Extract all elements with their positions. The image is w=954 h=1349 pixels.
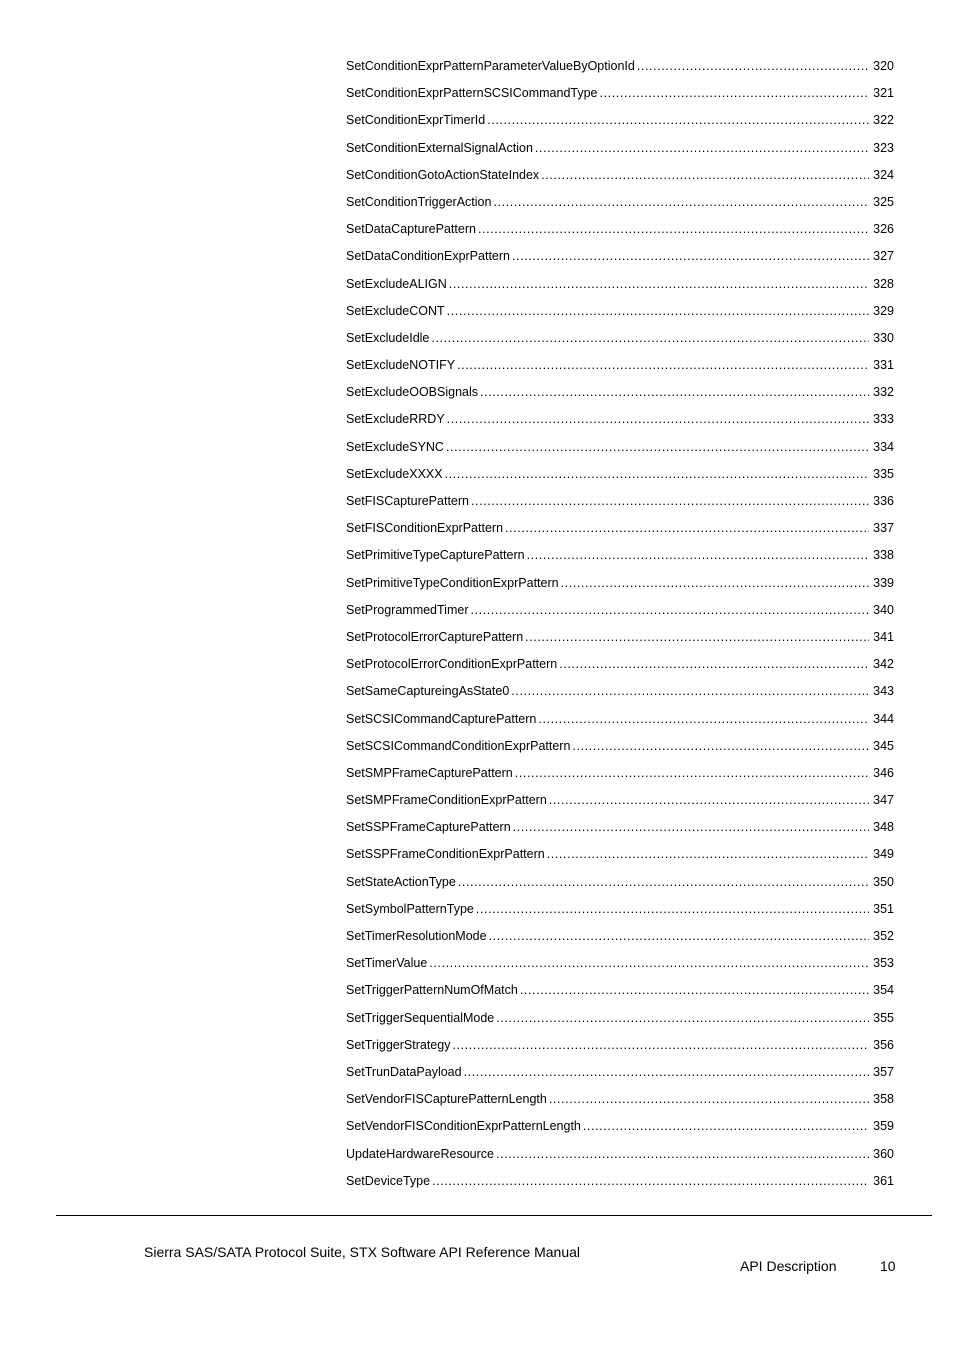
toc-dot-leader bbox=[535, 139, 869, 157]
toc-entry[interactable] bbox=[346, 981, 894, 1008]
toc-entry-title: SetProtocolErrorConditionExprPattern bbox=[346, 657, 558, 672]
toc-dot-leader bbox=[432, 1172, 869, 1190]
toc-entry-page: 348 bbox=[873, 820, 894, 835]
toc-entry[interactable] bbox=[346, 383, 894, 410]
toc-entry-page: 335 bbox=[873, 466, 894, 481]
toc-entry-title: SetConditionGotoActionStateIndex bbox=[346, 167, 540, 182]
toc-entry-title: SetDataCapturePattern bbox=[346, 222, 476, 237]
toc-entry-title: SetTriggerStrategy bbox=[346, 1037, 451, 1052]
toc-entry[interactable] bbox=[346, 655, 894, 682]
toc-entry-page: 333 bbox=[873, 412, 894, 427]
toc-entry-page: 352 bbox=[873, 929, 894, 943]
toc-entry-title: SetSMPFrameCapturePattern bbox=[346, 765, 513, 780]
toc-entry[interactable] bbox=[346, 438, 894, 465]
toc-entry[interactable] bbox=[346, 927, 894, 954]
toc-dot-leader bbox=[476, 900, 869, 918]
toc-dot-leader bbox=[471, 492, 869, 510]
toc-dot-leader bbox=[520, 981, 869, 999]
toc-entry-title: SetFISConditionExprPattern bbox=[346, 521, 504, 536]
toc-entry[interactable] bbox=[346, 1145, 894, 1172]
toc-entry-page: 329 bbox=[873, 303, 894, 318]
toc-entry-page: 321 bbox=[873, 86, 894, 101]
toc-dot-leader bbox=[561, 574, 869, 592]
toc-entry[interactable] bbox=[346, 818, 894, 845]
toc-entry-title: SetSMPFrameConditionExprPattern bbox=[346, 793, 547, 808]
toc-entry-page: 347 bbox=[873, 793, 894, 808]
toc-entry[interactable] bbox=[346, 628, 894, 655]
footer-page-number: 10 bbox=[880, 1258, 896, 1274]
toc-entry[interactable] bbox=[346, 1063, 894, 1090]
toc-entry[interactable] bbox=[346, 845, 894, 872]
toc-dot-leader bbox=[464, 1063, 869, 1081]
toc-dot-leader bbox=[489, 927, 869, 945]
toc-entry[interactable] bbox=[346, 84, 894, 111]
toc-dot-leader bbox=[637, 57, 869, 75]
toc-dot-leader bbox=[487, 111, 869, 129]
toc-dot-leader bbox=[541, 166, 869, 184]
toc-entry[interactable] bbox=[346, 247, 894, 274]
toc-entry[interactable] bbox=[346, 546, 894, 573]
toc-entry-page: 357 bbox=[873, 1064, 894, 1079]
toc-entry[interactable] bbox=[346, 873, 894, 900]
toc-dot-leader bbox=[457, 356, 869, 374]
toc-entry-title: SetProtocolErrorCapturePattern bbox=[346, 629, 524, 644]
toc-entry[interactable] bbox=[346, 220, 894, 247]
toc-entry-title: SetConditionTriggerAction bbox=[346, 194, 492, 209]
toc-entry[interactable] bbox=[346, 1117, 894, 1144]
toc-entry[interactable] bbox=[346, 492, 894, 519]
toc-entry[interactable] bbox=[346, 710, 894, 737]
toc-entry[interactable] bbox=[346, 57, 894, 84]
toc-entry-page: 351 bbox=[873, 901, 894, 916]
toc-entry[interactable] bbox=[346, 737, 894, 764]
toc-dot-leader bbox=[549, 791, 869, 809]
toc-dot-leader bbox=[525, 628, 869, 646]
toc-entry-page: 325 bbox=[873, 194, 894, 209]
toc-entry[interactable] bbox=[346, 1009, 894, 1036]
footer-divider bbox=[56, 1215, 932, 1216]
toc-entry[interactable] bbox=[346, 601, 894, 628]
toc-entry-page: 339 bbox=[873, 575, 894, 590]
toc-entry-title: SetFISCapturePattern bbox=[346, 494, 469, 508]
toc-entry-title: SetExcludeIdle bbox=[346, 330, 430, 345]
toc-dot-leader bbox=[429, 954, 869, 972]
toc-dot-leader bbox=[505, 519, 869, 537]
toc-dot-leader bbox=[458, 873, 869, 891]
toc-dot-leader bbox=[447, 410, 869, 428]
toc-dot-leader bbox=[559, 655, 869, 673]
toc-entry-page: 346 bbox=[873, 765, 894, 780]
toc-dot-leader bbox=[512, 247, 869, 265]
toc-entry-title: SetSCSICommandCapturePattern bbox=[346, 711, 537, 726]
toc-entry-page: 359 bbox=[873, 1119, 894, 1134]
toc-entry-page: 320 bbox=[873, 59, 894, 73]
toc-entry-page: 349 bbox=[873, 847, 894, 862]
toc-dot-leader bbox=[572, 737, 869, 755]
toc-dot-leader bbox=[527, 546, 869, 564]
toc-dot-leader bbox=[583, 1117, 869, 1135]
toc-entry-title: SetConditionExprTimerId bbox=[346, 113, 486, 128]
toc-entry[interactable] bbox=[346, 574, 894, 601]
toc-dot-leader bbox=[478, 220, 869, 238]
toc-entry-title: SetConditionExprPatternSCSICommandType bbox=[346, 86, 598, 101]
toc-entry-page: 342 bbox=[873, 657, 894, 672]
toc-dot-leader bbox=[496, 1145, 869, 1163]
toc-dot-leader bbox=[449, 275, 869, 293]
toc-entry-page: 324 bbox=[873, 167, 894, 182]
toc-entry-page: 344 bbox=[873, 711, 894, 726]
toc-entry-title: SetSymbolPatternType bbox=[346, 901, 474, 916]
toc-entry[interactable] bbox=[346, 519, 894, 546]
toc-entry-title: SetExcludeALIGN bbox=[346, 276, 447, 291]
toc-entry-page: 360 bbox=[873, 1146, 894, 1161]
toc-dot-leader bbox=[431, 329, 869, 347]
toc-dot-leader bbox=[452, 1036, 869, 1054]
toc-entry[interactable] bbox=[346, 1172, 894, 1199]
toc-entry-page: 328 bbox=[873, 276, 894, 291]
toc-entry[interactable] bbox=[346, 764, 894, 791]
toc-entry-page: 327 bbox=[873, 249, 894, 264]
toc-entry[interactable] bbox=[346, 410, 894, 437]
toc-entry[interactable] bbox=[346, 1036, 894, 1063]
toc-entry-title: SetPrimitiveTypeCapturePattern bbox=[346, 548, 525, 563]
toc-entry-title: SetTimerResolutionMode bbox=[346, 929, 487, 943]
toc-entry-title: SetExcludeNOTIFY bbox=[346, 358, 456, 373]
toc-entry-title: SetPrimitiveTypeConditionExprPattern bbox=[346, 575, 559, 590]
toc-entry[interactable] bbox=[346, 356, 894, 383]
toc-entry[interactable] bbox=[346, 465, 894, 492]
toc-entry-page: 326 bbox=[873, 222, 894, 237]
toc-entry-title: SetExcludeSYNC bbox=[346, 439, 444, 454]
toc-entry-title: SetTrunDataPayload bbox=[346, 1064, 462, 1079]
toc-entry-page: 361 bbox=[873, 1173, 894, 1188]
toc-entry-title: SetExcludeCONT bbox=[346, 303, 445, 318]
toc-entry[interactable] bbox=[346, 139, 894, 166]
toc-entry[interactable] bbox=[346, 1090, 894, 1117]
toc-entry-title: SetSSPFrameConditionExprPattern bbox=[346, 847, 545, 862]
toc-entry-title: SetTimerValue bbox=[346, 956, 428, 971]
toc-entry-page: 322 bbox=[873, 113, 894, 128]
toc-dot-leader bbox=[447, 302, 869, 320]
toc-entry-page: 337 bbox=[873, 521, 894, 536]
toc-entry-title: SetConditionExprPatternParameterValueByOptionId bbox=[346, 59, 635, 73]
toc-dot-leader bbox=[480, 383, 869, 401]
toc-entry-title: SetExcludeRRDY bbox=[346, 412, 445, 427]
toc-entry-title: SetTriggerSequentialMode bbox=[346, 1010, 495, 1025]
toc-dot-leader bbox=[445, 465, 869, 483]
toc-entry[interactable] bbox=[346, 682, 894, 709]
toc-entry-page: 338 bbox=[873, 548, 894, 563]
toc-entry-page: 323 bbox=[873, 140, 894, 155]
toc-entry-title: UpdateHardwareResource bbox=[346, 1146, 494, 1161]
toc-entry-title: SetSSPFrameCapturePattern bbox=[346, 820, 511, 835]
toc-entry[interactable] bbox=[346, 954, 894, 981]
toc-dot-leader bbox=[547, 845, 869, 863]
toc-entry-page: 341 bbox=[873, 629, 894, 644]
toc-entry-page: 355 bbox=[873, 1010, 894, 1025]
toc-entry[interactable] bbox=[346, 275, 894, 302]
toc-entry-title: SetDataConditionExprPattern bbox=[346, 249, 510, 264]
toc-entry-title: SetExcludeOOBSignals bbox=[346, 385, 479, 400]
toc-entry-page: 356 bbox=[873, 1037, 894, 1052]
toc-dot-leader bbox=[549, 1090, 869, 1108]
toc-dot-leader bbox=[493, 193, 869, 211]
toc-dot-leader bbox=[600, 84, 869, 102]
toc-dot-leader bbox=[496, 1009, 869, 1027]
toc-entry[interactable] bbox=[346, 166, 894, 193]
toc-entry-page: 353 bbox=[873, 956, 894, 971]
toc-entry[interactable] bbox=[346, 193, 894, 220]
toc-entry[interactable] bbox=[346, 111, 894, 138]
table-of-contents bbox=[346, 57, 894, 1199]
toc-entry-page: 343 bbox=[873, 684, 894, 699]
toc-entry[interactable] bbox=[346, 329, 894, 356]
toc-dot-leader bbox=[513, 818, 869, 836]
toc-entry[interactable] bbox=[346, 302, 894, 329]
toc-entry-title: SetDeviceType bbox=[346, 1173, 431, 1188]
toc-entry-page: 334 bbox=[873, 439, 894, 454]
toc-entry-title: SetSCSICommandConditionExprPattern bbox=[346, 738, 571, 753]
toc-entry-title: SetVendorFISConditionExprPatternLength bbox=[346, 1119, 581, 1134]
toc-entry-page: 350 bbox=[873, 874, 894, 889]
toc-entry-title: SetSameCaptureingAsState0 bbox=[346, 684, 510, 699]
toc-entry[interactable] bbox=[346, 791, 894, 818]
toc-entry-title: SetExcludeXXXX bbox=[346, 466, 443, 481]
toc-entry-page: 331 bbox=[873, 358, 894, 373]
toc-entry-page: 358 bbox=[873, 1092, 894, 1107]
toc-entry[interactable] bbox=[346, 900, 894, 927]
toc-dot-leader bbox=[471, 601, 870, 619]
toc-entry-page: 345 bbox=[873, 738, 894, 753]
toc-entry-title: SetVendorFISCapturePatternLength bbox=[346, 1092, 547, 1107]
toc-dot-leader bbox=[538, 710, 869, 728]
toc-dot-leader bbox=[515, 764, 869, 782]
toc-entry-page: 336 bbox=[873, 494, 894, 508]
toc-entry-title: SetTriggerPatternNumOfMatch bbox=[346, 983, 518, 998]
toc-entry-page: 340 bbox=[873, 602, 894, 617]
toc-entry-page: 330 bbox=[873, 330, 894, 345]
toc-entry-page: 332 bbox=[873, 385, 894, 400]
toc-entry-page: 354 bbox=[873, 983, 894, 998]
toc-entry-title: SetConditionExternalSignalAction bbox=[346, 140, 533, 155]
toc-dot-leader bbox=[446, 438, 869, 456]
toc-dot-leader bbox=[511, 682, 869, 700]
toc-entry-title: SetProgrammedTimer bbox=[346, 602, 469, 617]
footer-document-title: Sierra SAS/SATA Protocol Suite, STX Software API Reference Manual bbox=[144, 1244, 581, 1260]
footer-section-name: API Description bbox=[740, 1258, 837, 1274]
toc-entry-title: SetStateActionType bbox=[346, 874, 456, 889]
